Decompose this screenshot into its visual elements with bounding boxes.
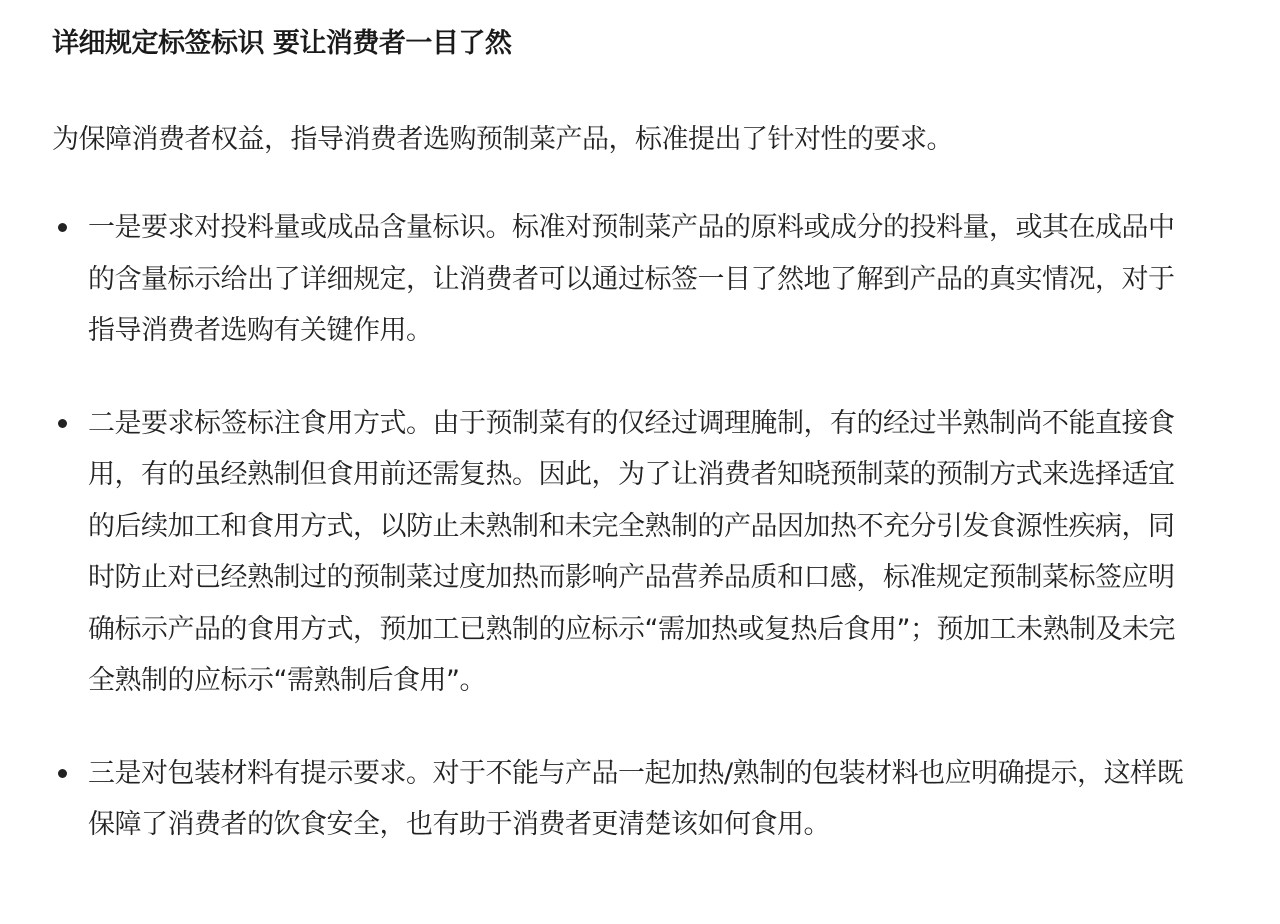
list-item-text: 三是对包装材料有提示要求。对于不能与产品一起加热/熟制的包装材料也应明确提示，这样既保障了消费者的饮食安全，也有助于消费者更清楚该如何食用。 xyxy=(88,757,1184,840)
bullet-icon xyxy=(58,223,67,232)
list-item xyxy=(52,398,1190,707)
list-item xyxy=(52,748,1190,851)
list-item-text: 一是要求对投料量或成品含量标识。标准对预制菜产品的原料或成分的投料量，或其在成品中的含量标示给出了详细规定，让消费者可以通过标签一目了然地了解到产品的真实情况，对于指导消费者选购有关键作用。 xyxy=(88,212,1175,346)
intro-paragraph: 为保障消费者权益，指导消费者选购预制菜产品，标准提出了针对性的要求。 xyxy=(52,124,953,155)
section-heading: 详细规定标签标识 要让消费者一目了然 xyxy=(52,28,512,59)
requirements-list xyxy=(52,202,1220,851)
list-item xyxy=(52,202,1190,357)
bullet-icon xyxy=(58,769,67,778)
bullet-icon xyxy=(58,419,67,428)
list-item-text: 二是要求标签标注食用方式。由于预制菜有的仅经过调理腌制，有的经过半熟制尚不能直接食用，有的虽经熟制但食用前还需复热。因此，为了让消费者知晓预制菜的预制方式来选择适宜的后续加工和食用方式，以防止未熟制和未完全熟制的产品因加热不充分引发食源性疾病，同时防止对已经熟制过的预制菜过度加热而影响产品营养品质和口感，标准规定预制菜标签应明确标示产品的食用方式，预加工已熟制的应标示“需加热或复热后食用”；预加工未熟制及未完全熟制的应标示“需熟制后食用”。 xyxy=(88,407,1175,696)
